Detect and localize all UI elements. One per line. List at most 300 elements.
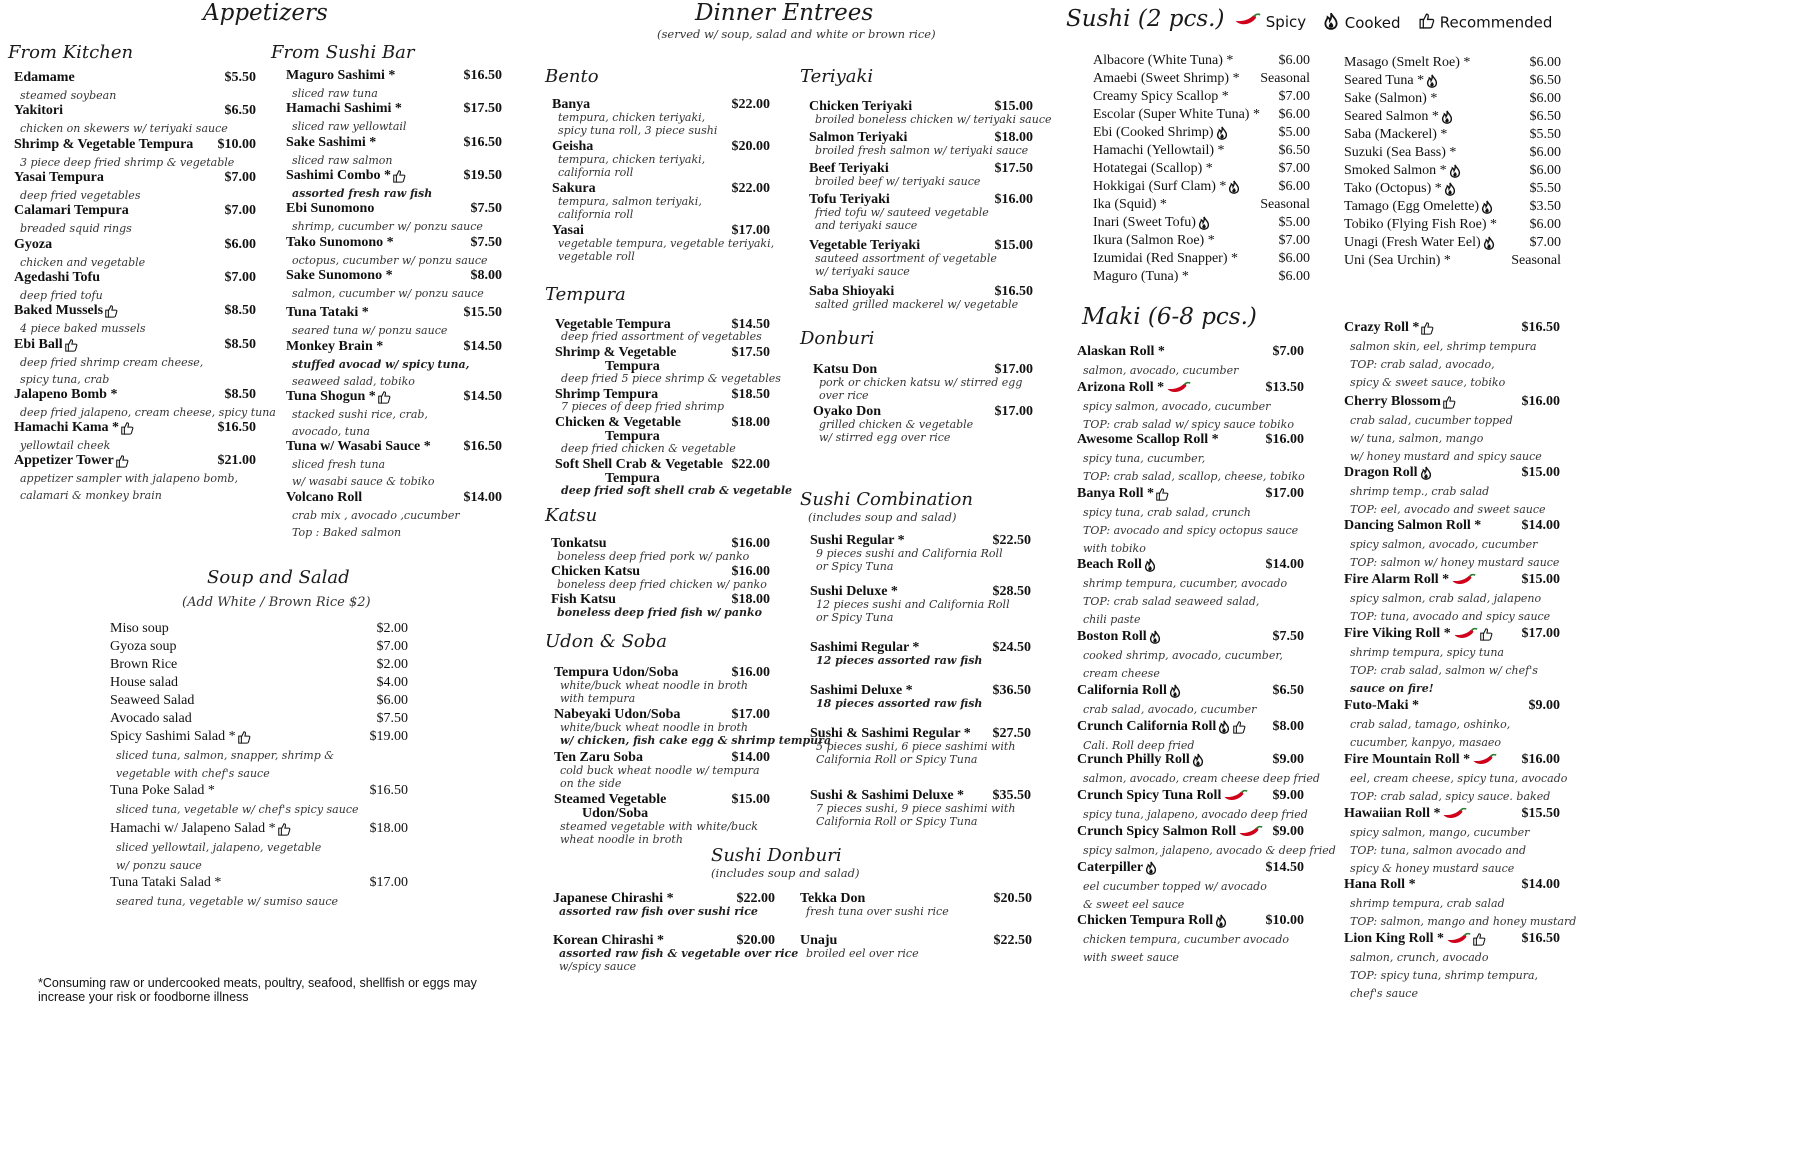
item-price: $2.00	[376, 657, 408, 672]
item-description: shrimp temp., crab salad	[1350, 485, 1490, 498]
item-price: $6.50	[1529, 73, 1561, 88]
item-price: $6.00	[1529, 55, 1561, 70]
item-description: sliced tuna, vegetable w/ chef's spicy sauce	[116, 803, 359, 816]
item-name: Amaebi (Sweet Shrimp) *	[1093, 71, 1240, 86]
item-name: Sushi & Sashimi Deluxe *	[810, 788, 965, 803]
flame-icon	[1148, 630, 1162, 644]
item-description: sliced fresh tuna	[292, 458, 386, 471]
item-price: $9.00	[1272, 788, 1304, 803]
tempura-title: Tempura	[545, 284, 626, 305]
item-description: or Spicy Tuna	[816, 611, 894, 624]
item-description: deep fried chicken & vegetable	[561, 442, 736, 455]
spicy-pepper-icon	[1452, 627, 1478, 641]
item-description: pork or chicken katsu w/ stirred egg	[819, 376, 1023, 389]
item-name: Maguro Sashimi *	[286, 68, 396, 83]
flame-icon	[1480, 200, 1494, 214]
item-description: TOP: crab salad seaweed salad,	[1083, 595, 1260, 608]
item-price: $22.00	[731, 97, 770, 112]
item-name: Miso soup	[110, 621, 169, 636]
item-name: Hokkigai (Surf Clam) *	[1093, 179, 1241, 195]
item-name: Sushi & Sashimi Regular *	[810, 726, 971, 741]
item-description: salmon, crunch, avocado	[1350, 951, 1489, 964]
item-description: salted grilled mackerel w/ vegetable	[815, 298, 1019, 311]
item-price: $16.50	[1521, 320, 1560, 335]
item-description: assorted raw fish over sushi rice	[559, 905, 758, 918]
item-price: Seasonal	[1260, 71, 1310, 86]
item-description: cooked shrimp, avocado, cucumber,	[1083, 649, 1283, 662]
item-price: $10.00	[217, 137, 256, 152]
item-price: $18.50	[731, 387, 770, 402]
item-name: Sake (Salmon) *	[1344, 91, 1438, 106]
item-name: Seared Tuna *	[1344, 73, 1439, 89]
item-name: Ebi Sunomono	[286, 201, 375, 216]
item-description: spicy salmon, jalapeno, avocado & deep fried	[1083, 844, 1336, 857]
item-description: salmon, cucumber w/ ponzu sauce	[292, 287, 484, 300]
udon-soba-title: Udon & Soba	[545, 631, 668, 652]
item-name: Escolar (Super White Tuna) *	[1093, 107, 1260, 122]
item-price: $16.00	[1521, 752, 1560, 767]
item-name: Oyako Don	[813, 404, 882, 419]
item-description: TOP: crab salad, spicy sauce. baked	[1350, 790, 1551, 803]
item-name: Steamed Vegetable	[554, 792, 667, 807]
item-description: and teriyaki sauce	[815, 219, 918, 232]
item-description: spicy tuna, jalapeno, avocado deep fried	[1083, 808, 1308, 821]
item-price: $15.00	[994, 99, 1033, 114]
item-price: $6.50	[1272, 683, 1304, 698]
item-description: wheat noodle in broth	[560, 833, 683, 846]
item-price: $14.50	[731, 317, 770, 332]
item-name: Baked Mussels	[14, 303, 118, 319]
spicy-pepper-icon	[1233, 14, 1261, 32]
item-price: $18.00	[731, 592, 770, 607]
item-name: Chicken Katsu	[551, 564, 641, 579]
item-price: $35.50	[992, 788, 1031, 803]
item-name: Boston Roll	[1077, 629, 1162, 645]
item-description: chicken tempura, cucumber avocado	[1083, 933, 1289, 946]
item-name: Beef Teriyaki	[809, 161, 889, 176]
item-description: sauce on fire!	[1350, 682, 1434, 695]
item-price: $16.00	[1265, 432, 1304, 447]
item-description: vegetable tempura, vegetable teriyaki,	[558, 237, 775, 250]
from-sushi-bar-title: From Sushi Bar	[271, 42, 415, 63]
item-price: $16.50	[994, 284, 1033, 299]
item-description: Top : Baked salmon	[292, 526, 402, 539]
thumbs-up-icon	[237, 730, 251, 744]
item-price: $7.50	[376, 711, 408, 726]
item-description: 4 piece baked mussels	[20, 322, 146, 335]
item-name: Hotategai (Scallop) *	[1093, 161, 1213, 176]
item-description: 12 pieces assorted raw fish	[816, 654, 983, 667]
item-price: $7.00	[224, 170, 256, 185]
item-name: Gyoza	[14, 237, 53, 252]
item-price: $6.50	[1278, 143, 1310, 158]
item-price: $14.00	[1521, 877, 1560, 892]
item-description: w/ stirred egg over rice	[819, 431, 951, 444]
item-name: Hawaiian Roll *	[1344, 806, 1467, 822]
flame-icon	[1144, 861, 1158, 875]
item-description: spicy tuna, cucumber,	[1083, 452, 1206, 465]
katsu-title: Katsu	[545, 505, 598, 526]
item-name: Ikura (Salmon Roe) *	[1093, 233, 1215, 248]
item-price: Seasonal	[1260, 197, 1310, 212]
item-price: $7.00	[1272, 344, 1304, 359]
item-description: broiled fresh salmon w/ teriyaki sauce	[815, 144, 1029, 157]
item-price: $15.00	[731, 792, 770, 807]
item-price: $15.00	[1521, 572, 1560, 587]
thumbs-up-icon	[1232, 720, 1246, 734]
item-price: $7.00	[1278, 161, 1310, 176]
item-name: Chicken & Vegetable	[555, 415, 681, 430]
item-description: chicken on skewers w/ teriyaki sauce	[20, 122, 228, 135]
item-description: w/ chicken, fish cake egg & shrimp tempura	[560, 734, 832, 747]
item-price: $17.00	[731, 707, 770, 722]
item-price: $16.00	[731, 665, 770, 680]
item-description: 9 pieces sushi and California Roll	[816, 547, 1003, 560]
item-description: TOP: spicy tuna, shrimp tempura,	[1350, 969, 1539, 982]
item-price: $16.50	[463, 439, 502, 454]
item-name: Sashimi Combo *	[286, 168, 406, 184]
flame-icon	[1197, 216, 1211, 230]
thumbs-up-icon	[1442, 395, 1456, 409]
item-name: Tofu Teriyaki	[809, 192, 890, 207]
item-name: Maguro (Tuna) *	[1093, 269, 1189, 284]
item-price: $6.00	[376, 693, 408, 708]
item-name: Shrimp Tempura	[555, 387, 659, 402]
item-description: appetizer sampler with jalapeno bomb,	[20, 472, 238, 485]
item-name: Shrimp & Vegetable Tempura	[14, 137, 194, 152]
item-price: $5.50	[1529, 181, 1561, 196]
item-name: Monkey Brain *	[286, 339, 384, 354]
item-name: Fire Viking Roll *	[1344, 626, 1493, 642]
item-name: Soft Shell Crab & Vegetable	[555, 457, 723, 472]
item-description: grilled chicken & vegetable	[819, 418, 974, 431]
item-description: vegetable roll	[558, 250, 635, 263]
item-name: California Roll	[1077, 683, 1182, 699]
item-price: $2.00	[376, 621, 408, 636]
thumbs-up-icon	[120, 421, 134, 435]
item-name: Nabeyaki Udon/Soba	[554, 707, 681, 722]
thumbs-up-icon	[104, 304, 118, 318]
item-price: $17.00	[1265, 486, 1304, 501]
item-name: Unaju	[800, 933, 838, 948]
item-price: $22.00	[731, 181, 770, 196]
item-description: fresh tuna over sushi rice	[806, 905, 949, 918]
item-description: spicy salmon, avocado, cucumber	[1350, 538, 1538, 551]
spicy-pepper-icon	[1445, 932, 1471, 946]
item-price: $7.00	[1278, 89, 1310, 104]
appetizers-title: Appetizers	[203, 0, 328, 26]
item-price: $17.00	[1521, 626, 1560, 641]
item-name: Hamachi Sashimi *	[286, 101, 402, 116]
item-name: Yakitori	[14, 103, 63, 118]
item-price: $19.50	[463, 168, 502, 183]
item-name: Saba (Mackerel) *	[1344, 127, 1448, 142]
thumbs-up-icon	[1418, 15, 1435, 33]
item-price: $5.50	[1529, 127, 1561, 142]
item-description: salmon, avocado, cucumber	[1083, 364, 1239, 377]
item-description: deep fried 5 piece shrimp & vegetables	[561, 372, 781, 385]
dinner-entrees-title: Dinner Entrees	[695, 0, 874, 26]
item-name: Unagi (Fresh Water Eel)	[1344, 235, 1496, 251]
item-price: $5.00	[1278, 215, 1310, 230]
flame-icon	[1443, 182, 1457, 196]
dinner-entrees-subtitle: (served w/ soup, salad and white or brown rice)	[657, 27, 936, 41]
item-description: on the side	[560, 777, 622, 790]
item-price: $8.50	[224, 387, 256, 402]
flame-icon	[1482, 236, 1496, 250]
item-price: $21.00	[217, 453, 256, 468]
item-description: California Roll or Spicy Tuna	[816, 815, 978, 828]
item-description: shrimp tempura, cucumber, avocado	[1083, 577, 1288, 590]
item-description: w/ honey mustard and spicy sauce	[1350, 450, 1542, 463]
item-price: $5.50	[224, 70, 256, 85]
soup-salad-title: Soup and Salad	[207, 567, 350, 588]
item-name: Hana Roll *	[1344, 877, 1416, 892]
thumbs-up-icon	[64, 338, 78, 352]
item-price: $7.00	[376, 639, 408, 654]
spicy-pepper-icon	[1471, 753, 1497, 767]
item-description: TOP: salmon w/ honey mustard sauce	[1350, 556, 1560, 569]
item-name: Tuna Poke Salad *	[110, 783, 215, 798]
item-description: salmon, avocado, cream cheese deep fried	[1083, 772, 1320, 785]
item-price: $6.50	[224, 103, 256, 118]
item-description: eel cucumber topped w/ avocado	[1083, 880, 1267, 893]
item-description: TOP: crab salad, scallop, cheese, tobiko	[1083, 470, 1305, 483]
item-price: $19.00	[369, 729, 408, 744]
item-name: Sakura	[552, 181, 596, 196]
item-price: $16.50	[1521, 931, 1560, 946]
legend-spicy-label: Spicy	[1265, 13, 1307, 31]
item-description: 7 pieces sushi, 9 piece sashimi with	[816, 802, 1016, 815]
item-name: Crunch Spicy Salmon Roll	[1077, 824, 1263, 840]
item-price: $10.00	[1265, 913, 1304, 928]
flame-icon	[1440, 110, 1454, 124]
item-name: Dragon Roll	[1344, 465, 1433, 481]
item-name: Vegetable Teriyaki	[809, 238, 921, 253]
item-description: over rice	[819, 389, 869, 402]
legend-cooked-label: Cooked	[1344, 14, 1401, 32]
item-name: Yasai	[552, 223, 584, 238]
item-description: & sweet eel sauce	[1083, 898, 1185, 911]
item-price: $14.00	[1265, 557, 1304, 572]
item-price: Seasonal	[1511, 253, 1561, 268]
item-price: $6.00	[1278, 251, 1310, 266]
item-name: Chicken Teriyaki	[809, 99, 913, 114]
item-description: boneless deep fried chicken w/ panko	[557, 578, 767, 591]
item-name: Shrimp & Vegetable	[555, 345, 677, 360]
thumbs-up-icon	[392, 169, 406, 183]
item-description: boneless deep fried fish w/ panko	[557, 606, 762, 619]
item-name: Crunch Philly Roll	[1077, 752, 1205, 768]
item-description: crab salad, tamago, oshinko,	[1350, 718, 1511, 731]
flame-icon	[1419, 466, 1433, 480]
spicy-pepper-icon	[1237, 825, 1263, 839]
item-price: $17.00	[731, 223, 770, 238]
item-description: w/spicy sauce	[559, 960, 637, 973]
item-price: $6.00	[1529, 145, 1561, 160]
item-name: Fire Alarm Roll *	[1344, 572, 1476, 588]
item-price: $7.50	[470, 201, 502, 216]
item-price: $14.50	[463, 389, 502, 404]
item-price: $22.50	[993, 933, 1032, 948]
flame-icon	[1425, 74, 1439, 88]
item-price: $8.50	[224, 303, 256, 318]
sushi-donburi-subtitle: (includes soup and salad)	[711, 866, 860, 880]
item-name: Ten Zaru Soba	[554, 750, 643, 765]
item-description: california roll	[558, 166, 634, 179]
item-description: fried tofu w/ sauteed vegetable	[815, 206, 989, 219]
item-name: Lion King Roll *	[1344, 931, 1486, 947]
item-price: $36.50	[992, 683, 1031, 698]
item-description: TOP: salmon, mango and honey mustard	[1350, 915, 1577, 928]
item-price: $22.00	[731, 457, 770, 472]
item-name: Gyoza soup	[110, 639, 177, 654]
item-price: $7.00	[224, 270, 256, 285]
item-description: tempura, salmon teriyaki,	[558, 195, 702, 208]
item-price: $14.50	[463, 339, 502, 354]
item-description: tempura, chicken teriyaki,	[558, 111, 706, 124]
item-name: Volcano Roll	[286, 490, 363, 505]
item-name: Spicy Sashimi Salad *	[110, 729, 251, 745]
item-description: spicy & sweet sauce, tobiko	[1350, 376, 1506, 389]
item-price: $9.00	[1272, 824, 1304, 839]
item-description: sliced raw salmon	[292, 154, 393, 167]
item-description: california roll	[558, 208, 634, 221]
legend-recommended	[1418, 12, 1552, 33]
item-description: 5 pieces sushi, 6 piece sashimi with	[816, 740, 1016, 753]
item-name: Banya	[552, 97, 591, 112]
item-name: Seaweed Salad	[110, 693, 195, 708]
item-name: Appetizer Tower	[14, 453, 129, 469]
item-price: $20.00	[731, 139, 770, 154]
item-description: w/ tuna, salmon, mango	[1350, 432, 1484, 445]
item-price: $6.00	[1529, 163, 1561, 178]
donburi-title: Donburi	[800, 328, 875, 349]
item-price: $4.00	[376, 675, 408, 690]
item-price: $15.00	[1521, 465, 1560, 480]
spicy-pepper-icon	[1165, 381, 1191, 395]
item-price: $22.00	[736, 891, 775, 906]
flame-icon	[1191, 753, 1205, 767]
item-description: chili paste	[1083, 613, 1141, 626]
item-description: TOP: crab salad w/ spicy sauce tobiko	[1083, 418, 1294, 431]
item-description: deep fried shrimp cream cheese,	[20, 356, 204, 369]
thumbs-up-icon	[1420, 321, 1434, 335]
item-price: $6.50	[1529, 109, 1561, 124]
item-description: seared tuna w/ ponzu sauce	[292, 324, 448, 337]
thumbs-up-icon	[277, 822, 291, 836]
item-description: deep fried vegetables	[20, 189, 141, 202]
item-description: deep fried soft shell crab & vegetable	[561, 484, 793, 497]
item-name: Crazy Roll *	[1344, 320, 1434, 336]
item-name: Izumidai (Red Snapper) *	[1093, 251, 1239, 266]
item-description: sauteed assortment of vegetable	[815, 252, 997, 265]
item-name-cont: Tempura	[605, 429, 660, 444]
sushi-combination-subtitle: (includes soup and salad)	[808, 510, 957, 524]
item-price: $8.50	[224, 337, 256, 352]
item-price: $18.00	[994, 130, 1033, 145]
item-description: spicy salmon, avocado, cucumber	[1083, 400, 1271, 413]
item-name: Creamy Spicy Scallop *	[1093, 89, 1229, 104]
thumbs-up-icon	[377, 390, 391, 404]
item-name: Sashimi Deluxe *	[810, 683, 913, 698]
flame-icon	[1143, 558, 1157, 572]
item-price: $9.00	[1272, 752, 1304, 767]
item-description: Cali. Roll deep fried	[1083, 739, 1195, 752]
item-name: Tonkatsu	[551, 536, 607, 551]
item-name: Tuna Tataki *	[286, 305, 369, 320]
item-price: $20.00	[736, 933, 775, 948]
item-description: cold buck wheat noodle w/ tempura	[560, 764, 760, 777]
item-name: Tuna Shogun *	[286, 389, 391, 405]
soup-salad-subtitle: (Add White / Brown Rice $2)	[182, 595, 371, 610]
item-description: TOP: eel, avocado and sweet sauce	[1350, 503, 1546, 516]
item-description: broiled boneless chicken w/ teriyaki sauce	[815, 113, 1052, 126]
sushi-title: Sushi (2 pcs.)	[1066, 6, 1225, 32]
item-name: Tekka Don	[800, 891, 866, 906]
item-price: $6.00	[224, 237, 256, 252]
item-price: $7.50	[1272, 629, 1304, 644]
item-price: $17.50	[994, 161, 1033, 176]
item-description: 7 pieces of deep fried shrimp	[561, 400, 725, 413]
item-price: $17.00	[994, 362, 1033, 377]
item-name: Beach Roll	[1077, 557, 1157, 573]
legend-spicy	[1233, 12, 1306, 32]
item-description: boneless deep fried pork w/ panko	[557, 550, 750, 563]
spicy-pepper-icon	[1450, 573, 1476, 587]
flame-icon	[1217, 720, 1231, 734]
item-name: Futo-Maki *	[1344, 698, 1420, 713]
item-description: seaweed salad, tobiko	[292, 375, 415, 388]
flame-icon	[1448, 164, 1462, 178]
item-description: TOP: avocado and spicy octopus sauce	[1083, 524, 1299, 537]
sushi-donburi-title: Sushi Donburi	[711, 845, 842, 866]
legend-recommended-label: Recommended	[1439, 13, 1553, 32]
item-description: with sweet sauce	[1083, 951, 1179, 964]
item-name: Cherry Blossom	[1344, 394, 1456, 410]
item-name: Salmon Teriyaki	[809, 130, 908, 145]
item-description: breaded squid rings	[20, 222, 132, 235]
item-description: seared tuna, vegetable w/ sumiso sauce	[116, 895, 338, 908]
item-price: $18.00	[369, 821, 408, 836]
item-description: with tempura	[560, 692, 636, 705]
item-description: chef's sauce	[1350, 987, 1418, 1000]
item-name: Sashimi Regular *	[810, 640, 920, 655]
item-description: cream cheese	[1083, 667, 1160, 680]
item-description: steamed vegetable with white/buck	[560, 820, 758, 833]
item-price: $16.00	[731, 536, 770, 551]
item-name: Chicken Tempura Roll	[1077, 913, 1228, 929]
item-price: $20.50	[993, 891, 1032, 906]
item-price: $6.00	[1278, 107, 1310, 122]
item-price: $9.00	[1528, 698, 1560, 713]
maki-title: Maki (6-8 pcs.)	[1082, 304, 1257, 330]
item-description: spicy salmon, mango, cucumber	[1350, 826, 1530, 839]
item-price: $16.50	[217, 420, 256, 435]
item-price: $7.00	[224, 203, 256, 218]
item-name: Uni (Sea Urchin) *	[1344, 253, 1451, 268]
item-description: deep fried assortment of vegetables	[561, 330, 762, 343]
item-price: $27.50	[992, 726, 1031, 741]
item-description: TOP: crab salad, salmon w/ chef's	[1350, 664, 1538, 677]
item-name: Sushi Regular *	[810, 533, 905, 548]
item-price: $14.00	[1521, 518, 1560, 533]
item-price: $8.00	[1272, 719, 1304, 734]
item-name: Fish Katsu	[551, 592, 616, 607]
item-name: Vegetable Tempura	[555, 317, 671, 332]
item-description: broiled beef w/ teriyaki sauce	[815, 175, 981, 188]
item-description: eel, cream cheese, spicy tuna, avocado	[1350, 772, 1568, 785]
